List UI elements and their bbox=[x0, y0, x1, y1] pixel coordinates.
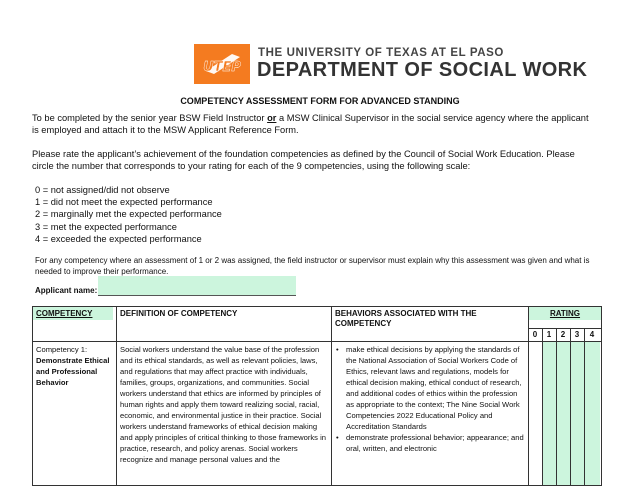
rating-option-4[interactable]: 4 bbox=[589, 330, 595, 339]
behavior-item: • make ethical decisions by applying the standards of the National Association of Social Workers Code of Ethics, relevant laws and regulations, models for ethical decision making, ethical conduct of research, and additional codes of ethics within the profession as appropriate to the context; The Nine Social Work Competencies 2022 Educational Policy and Accreditation Standards bbox=[336, 344, 524, 432]
rating-option-0[interactable]: 0 bbox=[532, 330, 538, 339]
rating-option-2[interactable]: 2 bbox=[560, 330, 566, 339]
behaviors-header: BEHAVIORS ASSOCIATED WITH THE COMPETENCY bbox=[335, 309, 477, 328]
table-divider bbox=[116, 306, 117, 486]
rating-divider bbox=[584, 328, 585, 486]
scale-item: 2 = marginally met the expected performance bbox=[35, 209, 222, 220]
behaviors-cell bbox=[336, 344, 524, 486]
explanation-note: For any competency where an assessment of 1 or 2 was assigned, the field instructor or supervisor must explain why this assessment was given and what is needed to improve their performance. bbox=[35, 256, 590, 276]
scale-item: 3 = met the expected performance bbox=[35, 221, 177, 232]
header-row-divider bbox=[32, 341, 602, 342]
competency-name: Demonstrate Ethical and Professional Behavior bbox=[36, 356, 110, 387]
department-name: DEPARTMENT OF SOCIAL WORK bbox=[257, 59, 588, 81]
competency-number: Competency 1: bbox=[36, 345, 88, 354]
rating-option-3[interactable]: 3 bbox=[574, 330, 580, 339]
rating-divider bbox=[570, 328, 571, 486]
rating-divider bbox=[556, 328, 557, 486]
intro-paragraph: To be completed by the senior year BSW Field Instructor or a MSW Clinical Supervisor in the social service agency where the applicant is employed and attach it to the MSW Applicant Reference Form. bbox=[32, 113, 589, 136]
svg-text:UTEP: UTEP bbox=[203, 60, 241, 75]
definition-cell: Social workers understand the value base of the profession and its ethical standards, as well as relevant policies, laws, and regulations that may affect practice with individuals, families, groups, organizations, and communities. Social workers understand that ethics are informed by principles of human rights and apply them toward realizing social, racial, economic, and environmental justice in their practice. Social workers understand frameworks of ethical decision making and apply principles of critical thinking to those frameworks in practice, research, and policy arenas. Social workers recognize and manage personal values and the bbox=[120, 345, 326, 464]
rating-divider bbox=[542, 328, 543, 486]
competency-cell bbox=[36, 344, 116, 388]
scale-item: 4 = exceeded the expected performance bbox=[35, 233, 202, 244]
rating-cells-fill bbox=[542, 342, 600, 485]
definition-header: DEFINITION OF COMPETENCY bbox=[120, 309, 238, 318]
university-name: THE UNIVERSITY OF TEXAS AT EL PASO bbox=[258, 47, 504, 59]
rating-header-divider bbox=[528, 328, 602, 329]
scale-item: 0 = not assigned/did not observe bbox=[35, 185, 170, 195]
competency-header: COMPETENCY bbox=[36, 309, 93, 318]
applicant-name-label: Applicant name: bbox=[35, 286, 98, 295]
applicant-name-input[interactable] bbox=[98, 276, 296, 296]
table-divider bbox=[331, 306, 332, 486]
behavior-item: • demonstrate professional behavior; appearance; and oral, written, and electronic bbox=[336, 432, 524, 454]
utep-logo bbox=[194, 44, 250, 84]
form-title: COMPETENCY ASSESSMENT FORM FOR ADVANCED STANDING bbox=[180, 96, 460, 106]
scale-item: 1 = did not meet the expected performance bbox=[35, 197, 213, 208]
rating-option-1[interactable]: 1 bbox=[546, 330, 552, 339]
rating-header: RATING bbox=[549, 309, 581, 318]
rating-scale-legend bbox=[35, 184, 222, 245]
instructions-paragraph: Please rate the applicant’s achievement of the foundation competencies as defined by the Council of Social Work Education. Please circle the number that corresponds to your rating for each of the 9 competencies, using the following scale: bbox=[32, 149, 575, 172]
utep-logo-mark bbox=[194, 44, 250, 84]
